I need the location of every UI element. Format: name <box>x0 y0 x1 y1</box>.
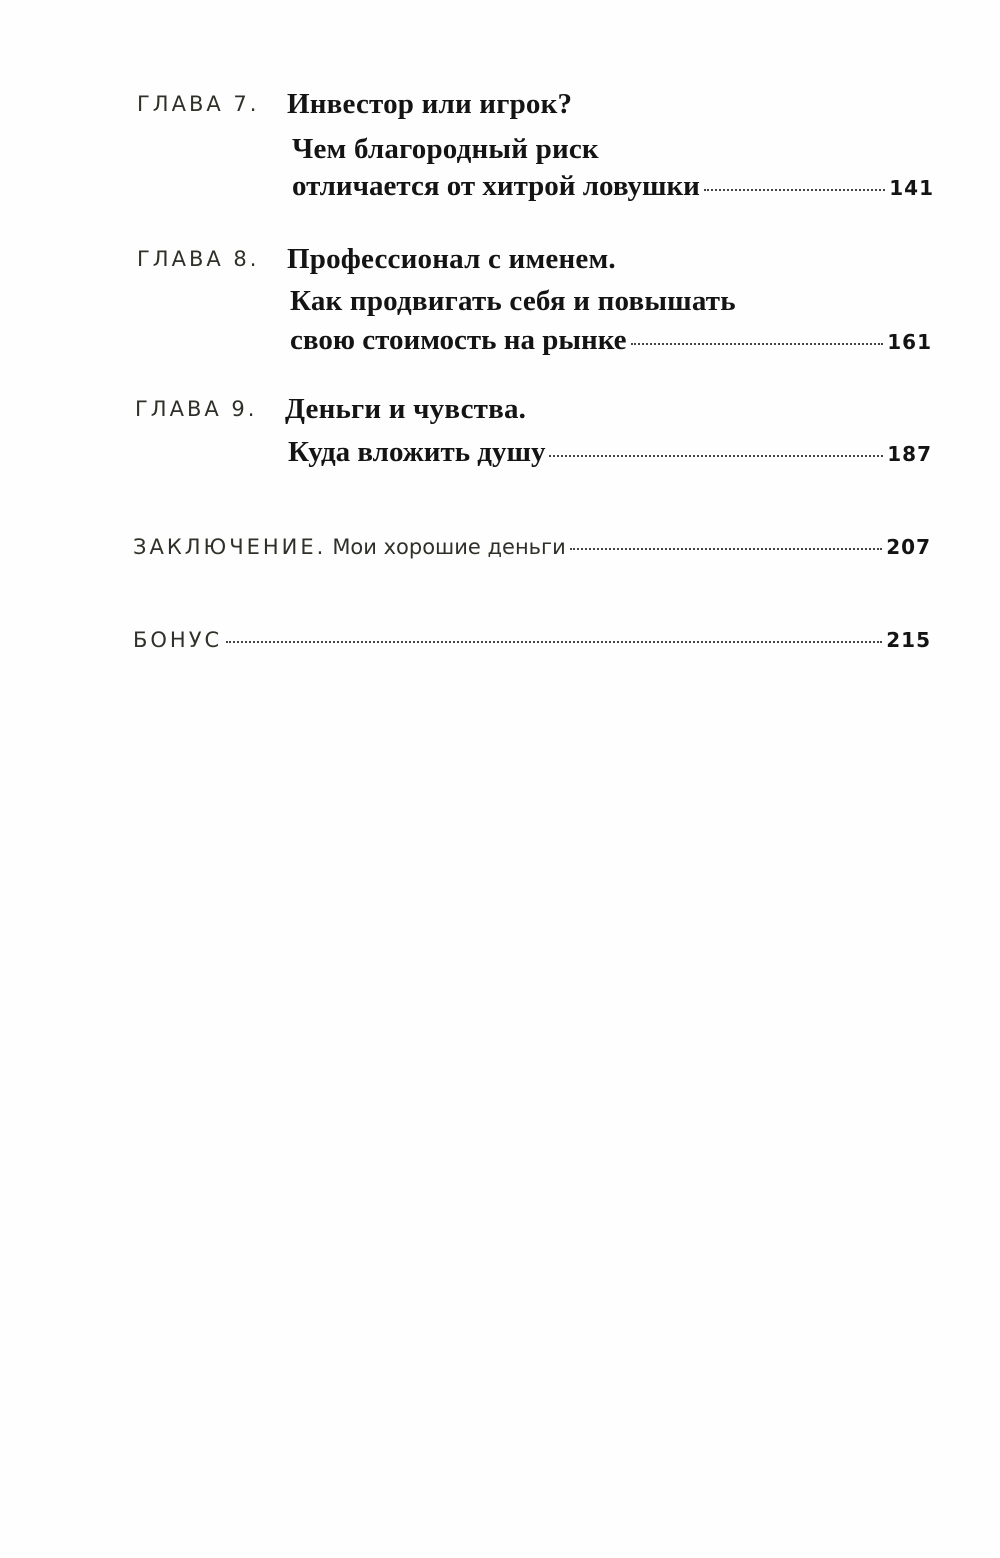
chapter-label: ГЛАВА 7. <box>137 92 260 116</box>
chapter-title-line: Куда вложить душу <box>288 436 546 468</box>
chapter-title-line: Чем благородный риск <box>292 133 599 165</box>
chapter-label: ГЛАВА 8. <box>137 247 260 271</box>
toc-line-with-page[interactable] <box>290 324 932 357</box>
toc-line-with-page[interactable] <box>288 436 932 469</box>
page-number: 207 <box>886 535 931 559</box>
page-number: 187 <box>887 442 932 466</box>
chapter-title-line: свою стоимость на рынке <box>290 324 627 356</box>
chapter-label: ГЛАВА 9. <box>135 397 258 421</box>
chapter-title-line: Как продвигать себя и повышать <box>290 285 736 317</box>
dot-leader <box>226 641 882 643</box>
page-number: 141 <box>889 176 934 200</box>
chapter-title-line: Профессионал с именем. <box>287 243 616 275</box>
conclusion-title: Мои хорошие деньги <box>332 535 566 559</box>
dot-leader <box>549 455 883 457</box>
toc-entry-conclusion[interactable] <box>133 535 931 559</box>
bonus-label: БОНУС <box>133 628 223 652</box>
page-number: 161 <box>887 330 932 354</box>
chapter-title-line: отличается от хитрой ловушки <box>292 170 700 202</box>
page-number: 215 <box>886 628 931 652</box>
toc-entry-bonus[interactable] <box>133 628 931 652</box>
dot-leader <box>631 343 884 345</box>
chapter-title-line: Инвестор или игрок? <box>287 88 573 120</box>
chapter-title-line: Деньги и чувства. <box>285 393 527 425</box>
dot-leader <box>570 548 883 550</box>
toc-line-with-page[interactable] <box>292 170 934 203</box>
dot-leader <box>704 189 885 191</box>
conclusion-label: ЗАКЛЮЧЕНИЕ. <box>133 535 327 559</box>
